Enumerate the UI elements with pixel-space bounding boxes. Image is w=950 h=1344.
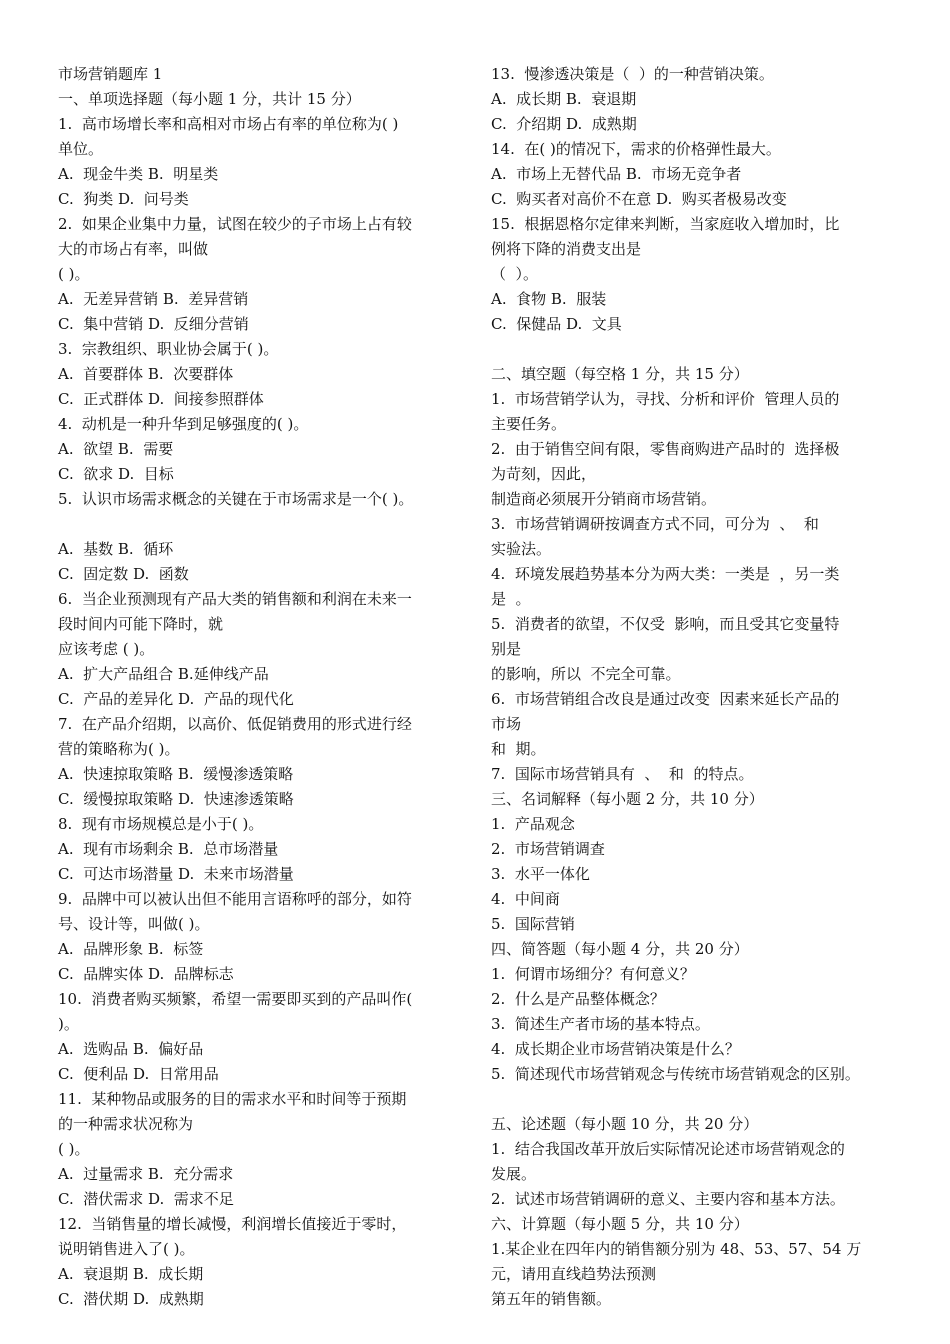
text-line: C. 正式群体 D. 间接参照群体 <box>58 390 264 408</box>
text-line: 一、单项选择题（每小题 1 分，共计 15 分） <box>58 90 361 108</box>
text-line: 6. 当企业预测现有产品大类的销售额和利润在未来一 <box>58 590 412 608</box>
text-line: C. 潜伏需求 D. 需求不足 <box>58 1190 234 1208</box>
text-line: C. 介绍期 D. 成熟期 <box>491 115 637 133</box>
text-line: C. 集中营销 D. 反细分营销 <box>58 315 249 333</box>
text-line: 9. 品牌中可以被认出但不能用言语称呼的部分，如符 <box>58 890 412 908</box>
text-line: A. 扩大产品组合 B.延伸线产品 <box>58 665 269 683</box>
text-line: 1. 市场营销学认为，寻找、分析和评价 管理人员的 <box>491 390 840 408</box>
text-line: 别是 <box>491 640 522 658</box>
text-line: C. 缓慢掠取策略 D. 快速渗透策略 <box>58 790 294 808</box>
text-line: C. 潜伏期 D. 成熟期 <box>58 1290 204 1308</box>
text-line: 2. 什么是产品整体概念？ <box>491 990 665 1008</box>
text-line: C. 可达市场潜量 D. 未来市场潜量 <box>58 865 294 883</box>
text-line: 7. 在产品介绍期，以高价、低促销费用的形式进行经 <box>58 715 412 733</box>
text-line: 3. 水平一体化 <box>491 865 590 883</box>
text-line: 8. 现有市场规模总是小于( )。 <box>58 815 264 833</box>
right-column <box>491 62 911 1312</box>
text-line: 12. 当销售量的增长减慢，利润增长值接近于零时， <box>58 1215 407 1233</box>
text-line: 13. 慢渗透决策是（ ）的一种营销决策。 <box>491 65 774 83</box>
text-line: A. 欲望 B. 需要 <box>58 440 174 458</box>
text-line: C. 购买者对高价不在意 D. 购买者极易改变 <box>491 190 787 208</box>
text-line: A. 现有市场剩余 B. 总市场潜量 <box>58 840 279 858</box>
text-line: 5. 简述现代市场营销观念与传统市场营销观念的区别。 <box>491 1065 860 1083</box>
text-line: 二、填空题（每空格 1 分，共 15 分） <box>491 365 749 383</box>
text-line: 2. 试述市场营销调研的意义、主要内容和基本方法。 <box>491 1190 845 1208</box>
text-line: 单位。 <box>58 140 104 158</box>
text-line: 发展。 <box>491 1165 537 1183</box>
text-line: )。 <box>58 1015 79 1033</box>
text-line: 和 期。 <box>491 740 546 758</box>
text-line: 4. 成长期企业市场营销决策是什么？ <box>491 1040 740 1058</box>
blank-line <box>58 512 470 537</box>
text-line: 主要任务。 <box>491 415 567 433</box>
text-line: 段时间内可能下降时，就 <box>58 615 224 633</box>
text-line: 2. 由于销售空间有限，零售商购进产品时的 选择极 <box>491 440 840 458</box>
text-line: C. 保健品 D. 文具 <box>491 315 622 333</box>
text-line: 4. 动机是一种升华到足够强度的( )。 <box>58 415 309 433</box>
text-line: 1. 何谓市场细分？有何意义？ <box>491 965 695 983</box>
text-line: 5. 消费者的欲望，不仅受 影响，而且受其它变量特 <box>491 615 840 633</box>
text-line: 5. 认识市场需求概念的关键在于市场需求是一个( )。 <box>58 490 414 508</box>
text-line: A. 无差异营销 B. 差异营销 <box>58 290 249 308</box>
text-line: 7. 国际市场营销具有 、 和 的特点。 <box>491 765 754 783</box>
text-line: C. 固定数 D. 函数 <box>58 565 189 583</box>
blank-line <box>491 337 911 362</box>
text-line: C. 欲求 D. 目标 <box>58 465 174 483</box>
text-line: 例将下降的消费支出是 <box>491 240 642 258</box>
text-line: 11. 某种物品或服务的目的需求水平和时间等于预期 <box>58 1090 407 1108</box>
text-line: 为苛刻，因此， <box>491 465 597 483</box>
text-line: A. 成长期 B. 衰退期 <box>491 90 637 108</box>
text-line: A. 首要群体 B. 次要群体 <box>58 365 234 383</box>
text-line: A. 食物 B. 服装 <box>491 290 607 308</box>
text-line: C. 品牌实体 D. 品牌标志 <box>58 965 234 983</box>
text-line: 四、简答题（每小题 4 分，共 20 分） <box>491 940 749 958</box>
text-line: 应该考虑 ( )。 <box>58 640 155 658</box>
text-line: A. 过量需求 B. 充分需求 <box>58 1165 234 1183</box>
text-line: 5. 国际营销 <box>491 915 575 933</box>
text-line: 1. 高市场增长率和高相对市场占有率的单位称为( ) <box>58 115 399 133</box>
text-line: 的一种需求状况称为 <box>58 1115 194 1133</box>
text-line: 六、计算题（每小题 5 分，共 10 分） <box>491 1215 749 1233</box>
text-line: ( )。 <box>58 265 90 283</box>
text-line: 第五年的销售额。 <box>491 1290 612 1308</box>
text-line: 的影响，所以 不完全可靠。 <box>491 665 681 683</box>
text-line: 大的市场占有率，叫做 <box>58 240 209 258</box>
text-line: A. 现金牛类 B. 明星类 <box>58 165 219 183</box>
text-line: 市场营销题库 1 <box>58 65 163 83</box>
left-column <box>58 62 470 1312</box>
text-line: 是 。 <box>491 590 531 608</box>
text-line: 制造商必须展开分销商市场营销。 <box>491 490 717 508</box>
text-line: 号、设计等，叫做( )。 <box>58 915 210 933</box>
text-line: 2. 市场营销调查 <box>491 840 605 858</box>
text-line: 2. 如果企业集中力量，试图在较少的子市场上占有较 <box>58 215 412 233</box>
text-line: 市场 <box>491 715 522 733</box>
text-line: 3. 简述生产者市场的基本特点。 <box>491 1015 710 1033</box>
blank-line <box>491 1087 911 1112</box>
text-line: ( )。 <box>58 1140 90 1158</box>
text-line: C. 便利品 D. 日常用品 <box>58 1065 219 1083</box>
text-line: A. 快速掠取策略 B. 缓慢渗透策略 <box>58 765 294 783</box>
text-line: 3. 市场营销调研按调查方式不同，可分为 、 和 <box>491 515 819 533</box>
text-line: 实验法。 <box>491 540 552 558</box>
text-line: 三、名词解释（每小题 2 分，共 10 分） <box>491 790 764 808</box>
text-line: C. 产品的差异化 D. 产品的现代化 <box>58 690 294 708</box>
text-line: 元，请用直线趋势法预测 <box>491 1265 657 1283</box>
text-line: 营的策略称为( )。 <box>58 740 180 758</box>
text-line: A. 品牌形象 B. 标签 <box>58 940 204 958</box>
text-line: C. 狗类 D. 问号类 <box>58 190 189 208</box>
text-line: 3. 宗教组织、职业协会属于( )。 <box>58 340 279 358</box>
text-line: 10. 消费者购买频繁，希望一需要即买到的产品叫作( <box>58 990 413 1008</box>
text-line: A. 选购品 B. 偏好品 <box>58 1040 204 1058</box>
text-line: 1. 产品观念 <box>491 815 575 833</box>
text-line: 说明销售进入了( )。 <box>58 1240 195 1258</box>
text-line: A. 基数 B. 循环 <box>58 540 174 558</box>
text-line: A. 市场上无替代品 B. 市场无竞争者 <box>491 165 742 183</box>
text-line: （ ）。 <box>491 265 539 283</box>
text-line: 15. 根据恩格尔定律来判断，当家庭收入增加时，比 <box>491 215 840 233</box>
text-line: 五、论述题（每小题 10 分，共 20 分） <box>491 1115 759 1133</box>
text-line: 6. 市场营销组合改良是通过改变 因素来延长产品的 <box>491 690 840 708</box>
text-line: 1. 结合我国改革开放后实际情况论述市场营销观念的 <box>491 1140 845 1158</box>
text-line: 1.某企业在四年内的销售额分别为 48、53、57、54 万 <box>491 1240 862 1258</box>
text-line: A. 衰退期 B. 成长期 <box>58 1265 204 1283</box>
text-line: 14. 在( )的情况下，需求的价格弹性最大。 <box>491 140 781 158</box>
text-line: 4. 环境发展趋势基本分为两大类：一类是 ，另一类 <box>491 565 840 583</box>
text-line: 4. 中间商 <box>491 890 560 908</box>
